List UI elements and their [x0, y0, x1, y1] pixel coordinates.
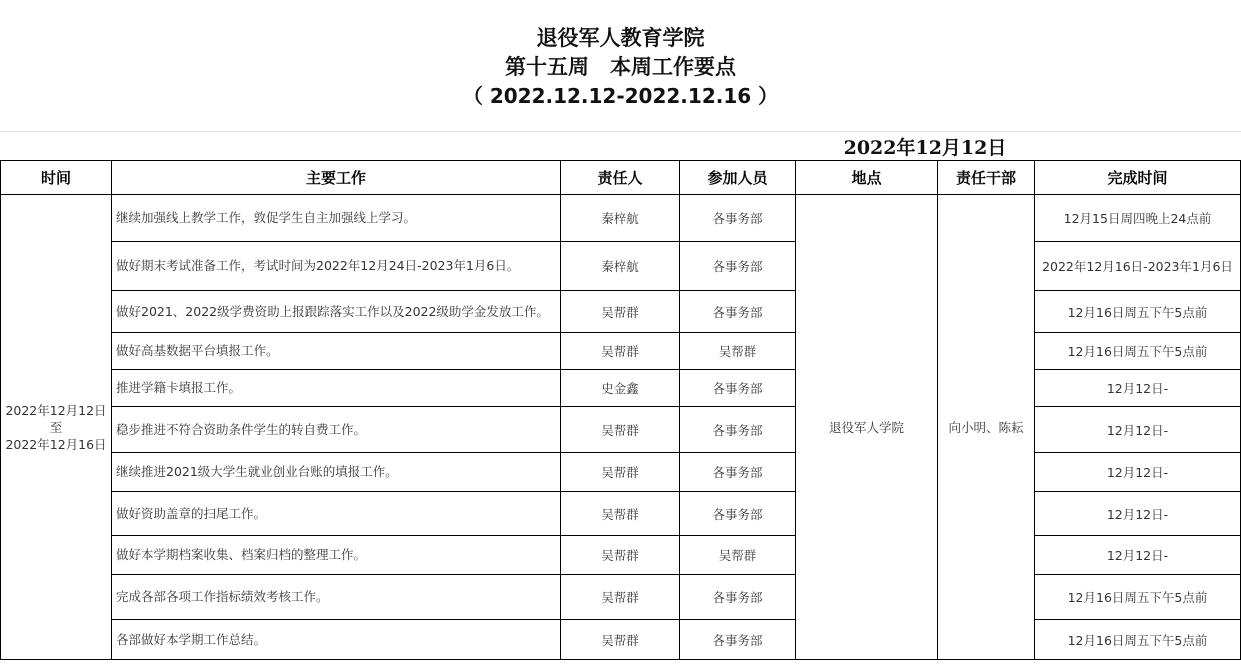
participants-cell: 各事务部: [680, 620, 796, 660]
participants-cell: 各事务部: [680, 407, 796, 453]
table-row: [1, 453, 1241, 492]
work-cell: 推进学籍卡填报工作。: [112, 370, 561, 407]
deadline-cell: 12月12日-: [1035, 536, 1241, 575]
document-title: 退役军人教育学院: [536, 25, 705, 50]
owner-cell: 史金鑫: [561, 370, 680, 407]
participants-cell: 各事务部: [680, 453, 796, 492]
col-header-owner: 责任人: [561, 161, 680, 195]
period-end: 2022年12月16日: [5, 436, 107, 452]
work-cell: 做好2021、2022级学费资助上报跟踪落实工作以及2022级助学金发放工作。: [112, 291, 561, 333]
work-cell: 做好高基数据平台填报工作。: [112, 333, 561, 370]
col-header-work: 主要工作: [112, 161, 561, 195]
table-row: [1, 536, 1241, 575]
deadline-cell: 12月12日-: [1035, 453, 1241, 492]
deadline-cell: 12月16日周五下午5点前: [1035, 291, 1241, 333]
table-row: [1, 407, 1241, 453]
date-range: （ 2022.12.12-2022.12.16 ）: [462, 84, 779, 108]
deadline-cell: 12月16日周五下午5点前: [1035, 333, 1241, 370]
participants-cell: 吴帮群: [680, 536, 796, 575]
table-row: [1, 242, 1241, 291]
work-cell: 做好本学期档案收集、档案归档的整理工作。: [112, 536, 561, 575]
period-to: 至: [49, 419, 63, 435]
header-divider: [0, 131, 1241, 132]
participants-cell: 各事务部: [680, 370, 796, 407]
col-header-cadre: 责任干部: [938, 161, 1035, 195]
deadline-cell: 12月12日-: [1035, 407, 1241, 453]
col-header-location: 地点: [796, 161, 938, 195]
table-row: [1, 291, 1241, 333]
participants-cell: 吴帮群: [680, 333, 796, 370]
deadline-cell: 12月16日周五下午5点前: [1035, 620, 1241, 660]
owner-cell: 吴帮群: [561, 620, 680, 660]
deadline-cell: 12月16日周五下午5点前: [1035, 575, 1241, 620]
participants-cell: 各事务部: [680, 195, 796, 242]
owner-cell: 秦梓航: [561, 195, 680, 242]
work-cell: 继续加强线上教学工作，敦促学生自主加强线上学习。: [112, 195, 561, 242]
participants-cell: 各事务部: [680, 291, 796, 333]
work-cell: 稳步推进不符合资助条件学生的转自费工作。: [112, 407, 561, 453]
owner-cell: 吴帮群: [561, 492, 680, 536]
participants-cell: 各事务部: [680, 492, 796, 536]
document-subtitle: 第十五周 本周工作要点: [505, 54, 736, 79]
report-date: 2022年12月12日: [843, 137, 1007, 159]
table-row: [1, 620, 1241, 660]
work-cell: 做好期末考试准备工作，考试时间为2022年12月24日-2023年1月6日。: [112, 242, 561, 291]
owner-cell: 吴帮群: [561, 333, 680, 370]
col-header-participants: 参加人员: [680, 161, 796, 195]
owner-cell: 秦梓航: [561, 242, 680, 291]
owner-cell: 吴帮群: [561, 407, 680, 453]
deadline-cell: 12月15日周四晚上24点前: [1035, 195, 1241, 242]
period-cell: [1, 195, 112, 660]
table-row: [1, 492, 1241, 536]
work-cell: 做好资助盖章的扫尾工作。: [112, 492, 561, 536]
table-row: [1, 370, 1241, 407]
participants-cell: 各事务部: [680, 242, 796, 291]
table-header-row: [1, 161, 1241, 195]
work-cell: 完成各部各项工作指标绩效考核工作。: [112, 575, 561, 620]
owner-cell: 吴帮群: [561, 291, 680, 333]
deadline-cell: 12月12日-: [1035, 370, 1241, 407]
location-cell: 退役军人学院: [796, 195, 938, 660]
document-header: [0, 0, 1241, 132]
participants-cell: 各事务部: [680, 575, 796, 620]
work-cell: 继续推进2021级大学生就业创业台账的填报工作。: [112, 453, 561, 492]
cadre-cell: 向小明、陈耘: [938, 195, 1035, 660]
deadline-cell: 2022年12月16日-2023年1月6日: [1035, 242, 1241, 291]
table-row: [1, 575, 1241, 620]
owner-cell: 吴帮群: [561, 575, 680, 620]
owner-cell: 吴帮群: [561, 453, 680, 492]
deadline-cell: 12月12日-: [1035, 492, 1241, 536]
work-cell: 各部做好本学期工作总结。: [112, 620, 561, 660]
col-header-deadline: 完成时间: [1035, 161, 1241, 195]
col-header-time: 时间: [1, 161, 112, 195]
work-plan-table: [0, 160, 1241, 660]
table-row: [1, 333, 1241, 370]
table-row: [1, 195, 1241, 242]
period-start: 2022年12月12日: [5, 402, 107, 418]
owner-cell: 吴帮群: [561, 536, 680, 575]
